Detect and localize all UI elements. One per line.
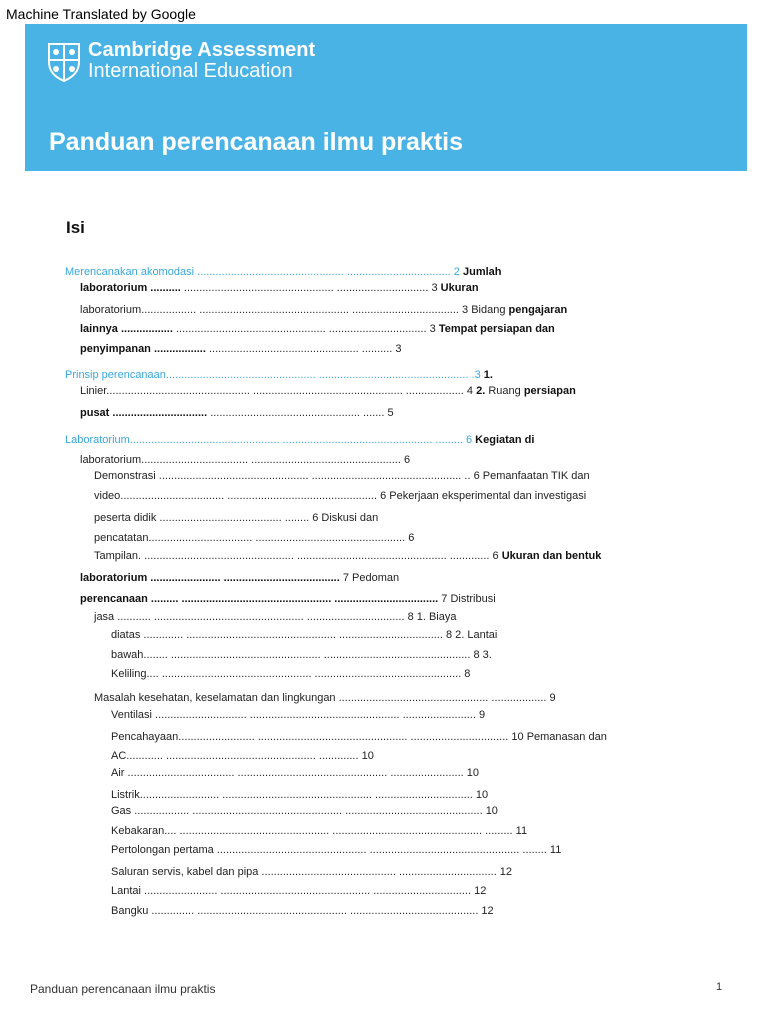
toc-entry-text: Kegiatan di <box>472 434 535 446</box>
toc-entry[interactable] <box>111 804 498 818</box>
toc-entry-text: Ventilasi .............................. ................................................. ........................ 9 <box>111 709 486 721</box>
toc-entry[interactable] <box>94 549 601 563</box>
toc-entry[interactable] <box>94 691 556 705</box>
page-number: 1 <box>716 981 723 993</box>
toc-entry-text: pencatatan.................................. ................................................. 6 <box>94 532 415 544</box>
document-title: Panduan perencanaan ilmu praktis <box>49 128 464 156</box>
toc-entry-text: 7 Distribusi <box>438 593 496 605</box>
toc-entry-text: AC............ ................................................. ............. 10 <box>111 750 374 762</box>
toc-entry-text: 1. <box>480 369 493 381</box>
toc-entry-text: Bangku .............. ................................................. .......................................... 12 <box>111 905 494 917</box>
toc-entry-text: Gas .................. ................................................. ............................................. 10 <box>111 805 498 817</box>
toc-entry[interactable] <box>111 766 479 780</box>
toc-entry[interactable] <box>111 730 607 744</box>
toc-entry-text: Masalah kesehatan, keselamatan dan lingkungan ................................................. .................. 9 <box>94 692 556 704</box>
toc-entry-text: laboratorium ....................... <box>80 572 221 584</box>
toc-entry-text: Laboratorium................................................. ................................................. ......... 6 <box>65 434 473 446</box>
toc-entry-text: ................................................. ....... 5 <box>207 407 394 419</box>
toc-entry[interactable] <box>94 469 590 483</box>
toc-entry[interactable] <box>94 531 414 545</box>
toc-entry[interactable] <box>65 433 534 447</box>
toc-entry-text: ...................................... <box>223 572 340 584</box>
toc-entry-text: Demonstrasi ................................................. ................................................. .. 6 Pemanfaatan TIK dan <box>94 470 590 482</box>
toc-entry[interactable] <box>65 368 493 382</box>
toc-entry[interactable] <box>111 904 494 918</box>
toc-entry-text: Kebakaran.... ................................................. ................................................. ......... 11 <box>111 825 528 837</box>
toc-entry-text: diatas ............. ................................................. .................................. 8 2. Lantai <box>111 629 498 641</box>
machine-translation-note: Machine Translated by Google <box>6 6 196 22</box>
toc-entry-text: Pertolongan pertama ................................................. ................................................. ........ 11 <box>111 844 562 856</box>
toc-entry-text: penyimpanan ................. <box>80 343 206 355</box>
toc-entry-text: laboratorium................................... ................................................. 6 <box>80 454 411 466</box>
toc-entry-text: pusat ............................... <box>80 407 208 419</box>
toc-entry[interactable] <box>65 265 502 279</box>
toc-entry[interactable] <box>94 511 378 525</box>
cambridge-crest-icon <box>47 42 81 82</box>
toc-entry-text: peserta didik ........................................ ........ 6 Diskusi dan <box>94 512 379 524</box>
toc-entry[interactable] <box>80 303 567 317</box>
toc-entry-text: Keliling.... ................................................. ................................................ 8 <box>111 668 471 680</box>
toc-entry-text: laboratorium .......... <box>80 282 181 294</box>
toc-entry[interactable] <box>111 788 488 802</box>
toc-heading: Isi <box>66 218 85 237</box>
toc-entry-text: lainnya ................. <box>80 323 173 335</box>
toc-entry[interactable] <box>111 708 485 722</box>
toc-entry[interactable] <box>80 592 496 606</box>
toc-entry[interactable] <box>80 322 555 336</box>
toc-entry-text: laboratorium.................. ................................................. ................................... 3 Bidang <box>80 304 509 316</box>
brand-name <box>88 40 315 82</box>
toc-entry-text: Ukuran <box>440 282 479 294</box>
toc-entry-text: Pencahayaan......................... ................................................. ................................ 10 Pemanasan dan <box>111 731 607 743</box>
toc-entry[interactable] <box>111 824 527 838</box>
toc-entry-text: Air ................................... ................................................. ........................ 10 <box>111 767 479 779</box>
toc-entry[interactable] <box>111 648 492 662</box>
toc-entry-text: Listrik.......................... ................................................. ................................ 10 <box>111 789 489 801</box>
toc-entry[interactable] <box>80 571 399 585</box>
toc-entry[interactable] <box>80 384 576 398</box>
toc-entry-text: perencanaan ......... <box>80 593 179 605</box>
toc-entry[interactable] <box>80 342 402 356</box>
toc-entry-text: bawah........ ................................................. ................................................ 8 3. <box>111 649 492 661</box>
toc-entry-text: Linier............................................... ................................................. ................... 4 <box>80 385 477 397</box>
toc-entry-text: Merencanakan akomodasi ................................................ .................................. 2 <box>65 266 460 278</box>
toc-entry-text: Tempat persiapan dan <box>438 323 555 335</box>
toc-entry-text: jasa ........... ................................................. ................................ 8 1. Biaya <box>94 611 457 623</box>
toc-entry-text: ................................................. .................................. <box>181 593 439 605</box>
toc-entry[interactable] <box>94 489 586 503</box>
toc-entry[interactable] <box>111 843 561 857</box>
toc-entry[interactable] <box>111 884 486 898</box>
toc-entry-text: ................................................. ................................ 3 <box>172 323 439 335</box>
toc-entry-text: pengajaran <box>508 304 568 316</box>
toc-entry[interactable] <box>111 628 497 642</box>
header-banner <box>25 24 747 171</box>
toc-entry-text: Ukuran dan bentuk <box>501 550 602 562</box>
footer-title: Panduan perencanaan ilmu praktis <box>30 982 216 996</box>
toc-entry-text: ................................................. .............................. 3 <box>180 282 441 294</box>
toc-entry[interactable] <box>111 865 512 879</box>
toc-entry-text: video.................................. ................................................. 6 Pekerjaan eksperimental dan investigasi <box>94 490 587 502</box>
toc-entry[interactable] <box>111 667 470 681</box>
toc-entry[interactable] <box>80 281 479 295</box>
toc-entry-text: 7 Pedoman <box>339 572 400 584</box>
toc-entry[interactable] <box>94 610 457 624</box>
toc-entry-text: 2. <box>476 385 486 397</box>
toc-entry[interactable] <box>111 749 374 763</box>
toc-entry-text: Saluran servis, kabel dan pipa ............................................ ................................ 12 <box>111 866 513 878</box>
toc-entry-text: persiapan <box>523 385 576 397</box>
toc-entry-text: Tampilan. ................................................. ................................................. ............. 6 <box>94 550 502 562</box>
toc-entry-text: Jumlah <box>459 266 502 278</box>
toc-entry-text: Lantai ........................ ................................................. ................................ 12 <box>111 885 487 897</box>
toc-entry[interactable] <box>80 406 394 420</box>
toc-entry-text: ................................................. .......... 3 <box>205 343 402 355</box>
brand-line-1: Cambridge Assessment <box>88 39 316 61</box>
brand-line-2: International Education <box>88 60 293 82</box>
toc-entry-text: Prinsip perencanaan................................................. ................................................. .3 <box>65 369 481 381</box>
toc-entry-text: Ruang <box>485 385 524 397</box>
toc-entry[interactable] <box>80 453 410 467</box>
